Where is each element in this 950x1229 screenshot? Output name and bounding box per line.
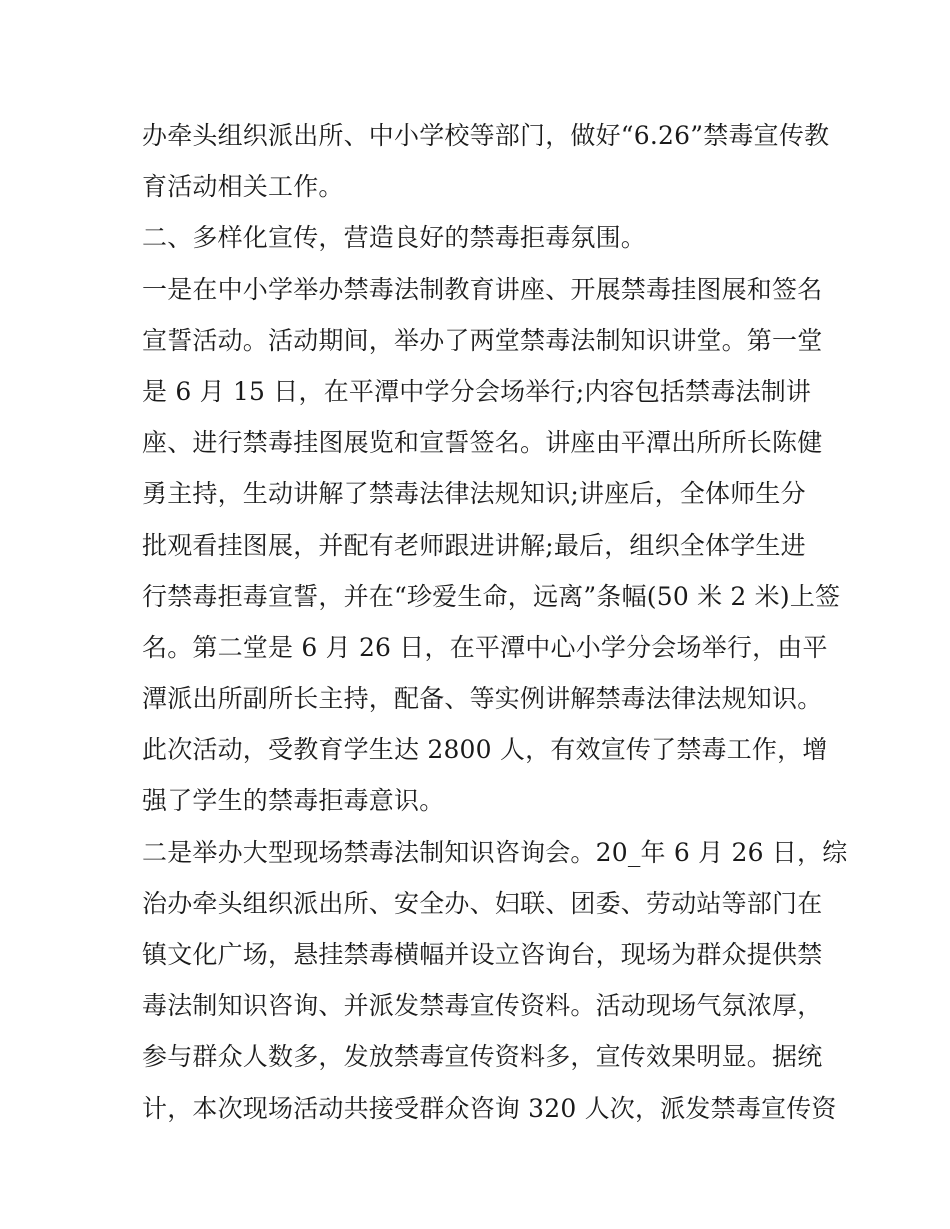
section-heading: 二、多样化宣传，营造良好的禁毒拒毒氛围。: [142, 223, 647, 253]
text-line: 治办牵头组织派出所、安全办、妇联、团委、劳动站等部门在: [142, 888, 823, 918]
text-line: 一是在中小学举办禁毒法制教育讲座、开展禁毒挂图展和签名: [142, 274, 823, 304]
text-line: 勇主持，生动讲解了禁毒法律法规知识;讲座后，全体师生分: [142, 479, 806, 509]
text-line: 参与群众人数多，发放禁毒宣传资料多，宣传效果明显。据统: [142, 1042, 823, 1072]
body-text: [142, 110, 848, 1134]
text-line: 是 6 月 15 日，在平潭中学分会场举行;内容包括禁毒法制讲: [142, 376, 812, 406]
text-line: 二是举办大型现场禁毒法制知识咨询会。20_年 6 月 26 日，综: [142, 837, 848, 867]
text-line: 计，本次现场活动共接受群众咨询 320 人次，派发禁毒宣传资: [142, 1093, 837, 1123]
text-line: 育活动相关工作。: [142, 172, 344, 202]
text-line: 名。第二堂是 6 月 26 日，在平潭中心小学分会场举行，由平: [142, 632, 828, 662]
text-line: 毒法制知识咨询、并派发禁毒宣传资料。活动现场气氛浓厚，: [142, 991, 823, 1021]
text-line: 行禁毒拒毒宣誓，并在“珍爱生命，远离”条幅(50 米 2 米)上签: [142, 581, 841, 611]
text-line: 宣誓活动。活动期间，举办了两堂禁毒法制知识讲堂。第一堂: [142, 325, 823, 355]
text-line: 办牵头组织派出所、中小学校等部门，做好“6.26”禁毒宣传教: [142, 121, 830, 150]
text-line: 强了学生的禁毒拒毒意识。: [142, 786, 445, 816]
text-line: 座、进行禁毒挂图展览和宣誓签名。讲座由平潭出所所长陈健: [142, 428, 823, 458]
text-line: 镇文化广场，悬挂禁毒横幅并设立咨询台，现场为群众提供禁: [142, 940, 823, 969]
text-line: 潭派出所副所长主持，配备、等实例讲解禁毒法律法规知识。: [142, 684, 823, 714]
text-line: 此次活动，受教育学生达 2800 人，有效宣传了禁毒工作，增: [142, 735, 828, 765]
text-line: 批观看挂图展，并配有老师跟进讲解;最后，组织全体学生进: [142, 530, 806, 560]
